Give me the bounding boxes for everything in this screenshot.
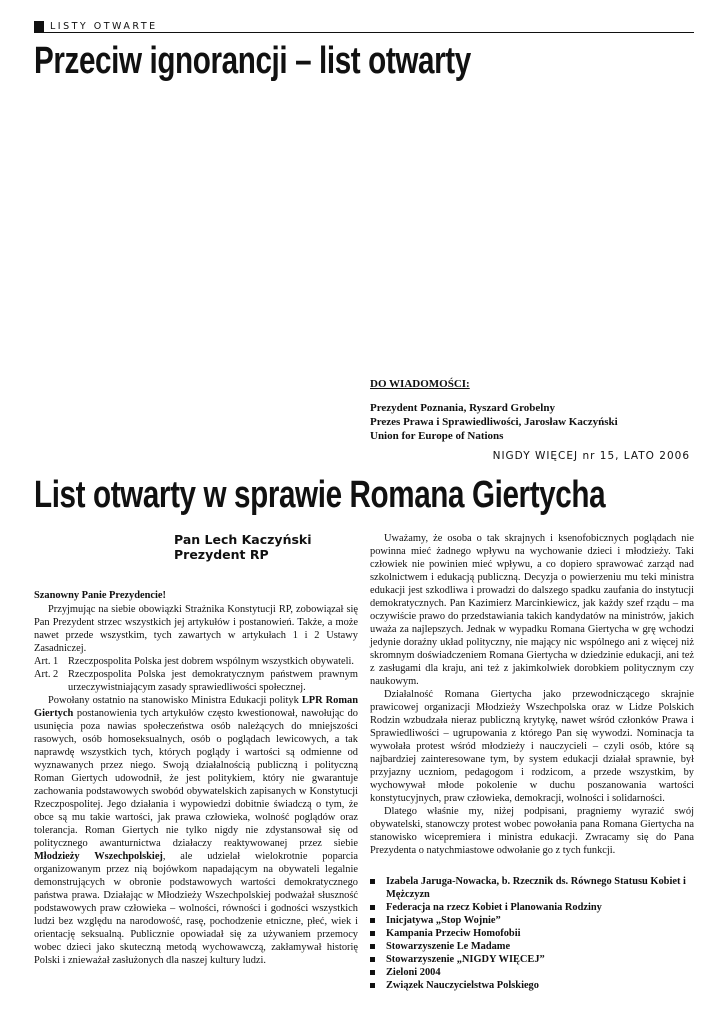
text-run: postanowienia tych artykułów często kwestionował, nawołując do usunięcia poza nawias społeczeństwa osób należących do mniejszości rasowych, osób homoseksualnych, osób o poglądach lewicowych, a tak naprawdę wszystkich tych, których poglądy i wartości są odmienne od wyznawanych przez niego. Swoją działalnością publiczną i polityczną Roman Giertych udowodnił, że jest politykiem, który nie gwarantuje zachowania podstawowych swobód obywatelskich zapisanych w Konstytucji Rzeczpospolitej. Jego działania i wypowiedzi dobitnie świadczą o tym, że obce są mu takie wartości, jak prawa człowieka, wolność poglądów oraz tolerancja. Roman Giertych nie tylko nigdy nie zdystansował się od politycznego awanturnictwa działaczy reaktywowanej przez siebie	[34, 708, 358, 849]
notice-recipient: Prezydent Poznania, Ryszard Grobelny	[370, 402, 555, 414]
section-tag-marker	[34, 21, 44, 32]
signatory-item: Stowarzyszenie Le Madame	[370, 940, 694, 953]
signatories-list	[370, 875, 694, 992]
article-number: Art. 2	[34, 669, 59, 680]
text-run: , ale udzielał wielokrotnie poparcia organizowanym przez nią bojówkom napadającym na obywateli legalnie demonstrujących w obronie podstawowych wartości demokratycznego państwa prawa. Działając w Młodzieży Wszechpolskiej podważał słuszność podstawowych praw człowieka – wolności, równości i godności wszystkich ludzi bez względu na narodowość, rasę, pochodzenie etniczne, płeć, wiek i orientację seksualną. Publicznie opowiadał się za używaniem przemocy wobec dzieci jako skuteczną metodą wychowawczą, zakłamywał historię Polski i znieważał zasłużonych dla naszej kultury ludzi.	[34, 851, 359, 966]
paragraph: Uważamy, że osoba o tak skrajnych i ksenofobicznych poglądach nie powinna mieć żadnego wpływu na wychowanie dzieci i młodzieży. Taki człowiek nie powinien mieć wpływu, a co dopiero sprawować zarząd nad szkolnictwem i edukacją publiczną. Decyzja o powierzeniu mu teki ministra edukacji jest szkodliwa i prowadzi do dalszego spadku zaufania do instytucji demokratycznych. Pan Kazimierz Marcinkiewicz, jak każdy szef rządu – ma oczywiście prawo do przedstawiania takich kandydatów na ministrów, jakich uważa za najlepszych. Jednak w wypadku Romana Giertycha w grę wchodzi jedynie doraźny układ polityczny, nie mający nic wspólnego ani z więcej niż skromnym doświadczeniem Romana Giertycha w dziedzinie edukacji, ani też z zasługami dla kraju, ani też z jakimkolwiek dorobkiem politycznym czy naukowym.	[370, 533, 694, 687]
salutation: Szanowny Panie Prezydencie!	[34, 590, 166, 601]
constitution-article	[34, 668, 358, 694]
notice-recipient: Union for Europe of Nations	[370, 430, 504, 442]
signatory-item: Inicjatywa „Stop Wojnie”	[370, 914, 694, 927]
article-right-column	[370, 532, 694, 992]
page-headline: Przeciw ignorancji – list otwarty	[34, 40, 471, 82]
section-tag	[34, 20, 694, 32]
constitution-article	[34, 655, 358, 668]
article-number: Art. 1	[34, 656, 59, 667]
signatory-item: Stowarzyszenie „NIGDY WIĘCEJ”	[370, 953, 694, 966]
signatory-item: Federacja na rzecz Kobiet i Planowania Rodziny	[370, 901, 694, 914]
article-title: List otwarty w sprawie Romana Giertycha	[34, 474, 606, 516]
notice-recipient: Prezes Prawa i Sprawiedliwości, Jarosław Kaczyński	[370, 416, 618, 428]
signatory-item: Związek Nauczycielstwa Polskiego	[370, 979, 694, 992]
signatory-item: Kampania Przeciw Homofobii	[370, 927, 694, 940]
signatory-item: Zieloni 2004	[370, 966, 694, 979]
paragraph: Dlatego właśnie my, niżej podpisani, pragniemy wyrazić swój obywatelski, stanowczy protest wobec powołania pana Romana Giertycha na stanowisko wicepremiera i ministra edukacji. Zwracamy się do Pana Prezydenta o natychmiastowe odwołanie go z tych funkcji.	[370, 806, 694, 856]
text-run: Powołany ostatnio na stanowisko Ministra Edukacji polityk	[48, 695, 302, 706]
paragraph: Działalność Romana Giertycha jako przewodniczącego skrajnie prawicowej organizacji Młodzieży Wszechpolska oraz w Lidze Polskich Rodzin wzbudzała nieraz publiczną krytykę, nawet wśród członków Prawa i Sprawiedliwości – ugrupowania z którego Pan się wywodzi. Nominacja ta wywołała protest wśród młodzieży i nauczycieli – czyli osób, które są najbardziej zainteresowane tym, by system edukacji działał sprawnie, był przyjazny uczniom, pedagogom i rodzicom, a przede wszystkim, by wychowywał młode pokolenie w duchu poszanowania wartości konstytucyjnych, praw człowieka, demokracji, wolności i solidarności.	[370, 689, 694, 804]
article-text: Rzeczpospolita Polska jest dobrem wspólnym wszystkich obywateli.	[68, 656, 354, 667]
section-divider	[34, 32, 694, 33]
bold-text-run: Młodzieży Wszechpolskiej	[34, 851, 163, 862]
notice-block	[370, 377, 700, 443]
issue-line: NIGDY WIĘCEJ nr 15, LATO 2006	[492, 450, 690, 462]
addressee-name: Pan Lech Kaczyński	[174, 532, 312, 547]
paragraph	[34, 694, 358, 967]
signatory-item: Izabela Jaruga-Nowacka, b. Rzecznik ds. Równego Statusu Kobiet i Mężczyzn	[370, 875, 694, 901]
addressee-block	[34, 532, 358, 562]
article-text: Rzeczpospolita Polska jest demokratycznym państwem prawnym urzeczywistniającym zasady sprawiedliwości społecznej.	[68, 669, 358, 693]
paragraph: Przyjmując na siebie obowiązki Strażnika Konstytucji RP, zobowiązał się Pan Prezydent strzec wszystkich jej artykułów i postanowień. Także, a może nawet przede wszystkim, tych zawartych w artykułach 1 i 2 Ustawy Zasadniczej.	[34, 604, 358, 654]
bold-text-run: LPR Roman Giertych	[34, 695, 359, 719]
article-left-column	[34, 532, 358, 967]
section-tag-label: LISTY OTWARTE	[50, 20, 158, 32]
notice-heading: DO WIADOMOŚCI:	[370, 378, 470, 390]
addressee-title: Prezydent RP	[174, 547, 269, 562]
